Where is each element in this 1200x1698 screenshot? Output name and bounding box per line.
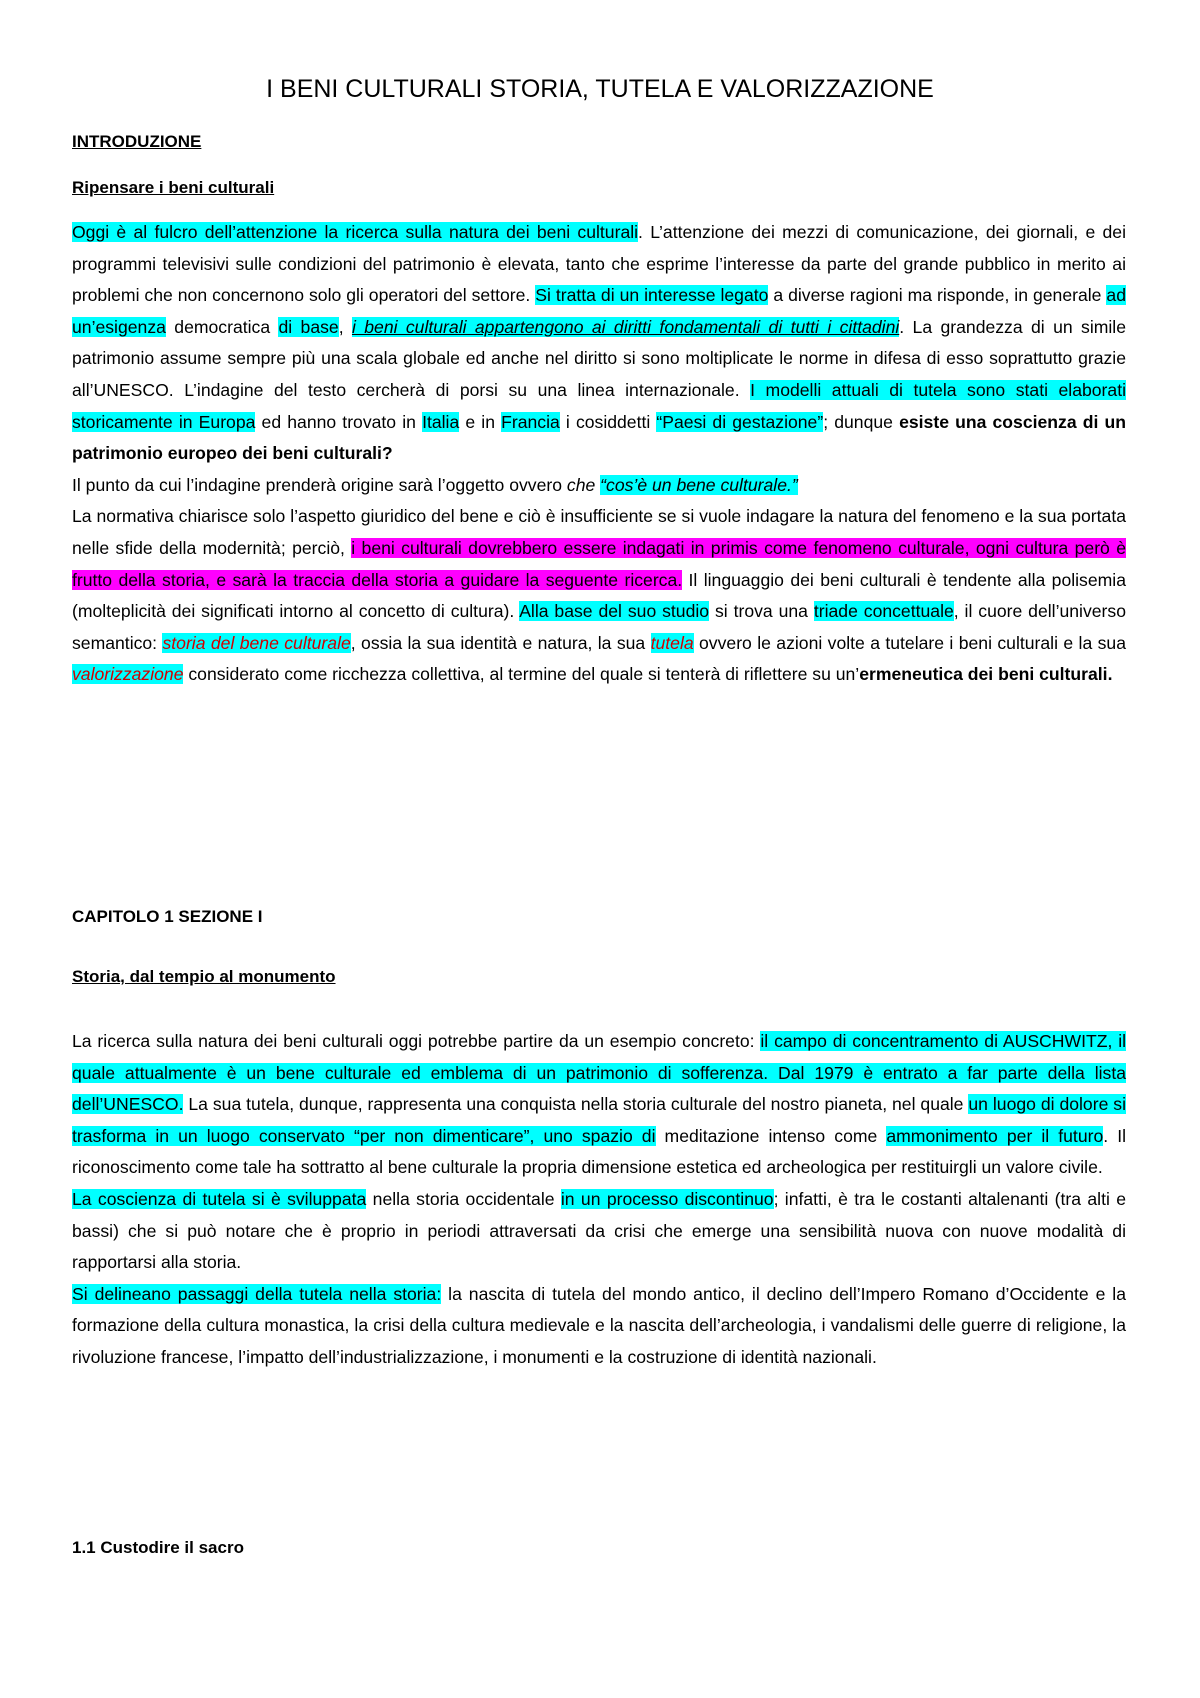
text-run: i beni culturali appartengono ai diritti fondamentali di tutti i cittadini (351, 316, 900, 337)
text-run: meditazione intenso come (655, 1125, 887, 1146)
text-run: . La grandezza di un simile patrimonio assume sempre più una scala globale ed anche nel diritto si sono moltiplicate le norme in difesa di esso soprattutto grazie all’UNESCO. L’indagine del testo cercherà di porsi su una linea internazionale. (72, 316, 1126, 400)
text-run: “cos’è un bene culturale.” (600, 474, 798, 495)
text-run: La ricerca sulla natura dei beni culturali oggi potrebbe partire da un esempio concreto: (72, 1031, 761, 1051)
text-run: in un processo discontinuo (560, 1188, 774, 1209)
text-run: un luogo di dolore si trasforma in un luogo conservato “per non dimenticare”, uno spazio di (72, 1094, 1126, 1146)
text-run: si trova una (709, 601, 814, 622)
text-run: i cosiddetti (559, 411, 657, 432)
intro-paragraph-2 (72, 470, 1126, 502)
text-run: La coscienza di tutela si è sviluppata (72, 1188, 367, 1209)
text-run: , ossia la sua identità e natura, la sua (350, 632, 651, 653)
text-run: La sua tutela, dunque, rappresenta una conquista nella storia culturale del nostro pianeta, nel quale (183, 1094, 969, 1115)
intro-text (72, 217, 1126, 691)
text-run: Alla base del suo studio (519, 601, 710, 622)
text-run: valorizzazione (72, 664, 184, 685)
text-run: considerato come ricchezza collettiva, al termine del quale si tenterà di riflettere su un’ (183, 664, 860, 685)
text-run: ; dunque (823, 411, 900, 432)
text-run: ermeneutica dei beni culturali. (859, 664, 1113, 685)
intro-heading: INTRODUZIONE (72, 132, 202, 151)
text-run: Si tratta di un interesse legato (535, 285, 769, 306)
text-run: . L’attenzione dei mezzi di comunicazione, dei giornali, e dei programmi televisivi sulle condizioni del patrimonio è elevata, tanto che esprime l’interesse da parte del grande pubblico in merito ai problemi che non concernono solo gli operatori del settore. (72, 222, 1126, 306)
chapter-paragraph-2 (72, 1184, 1126, 1279)
text-run: Oggi è al fulcro dell’attenzione la ricerca sulla natura dei beni culturali (72, 222, 639, 242)
text-run: tutela (650, 632, 694, 653)
text-run: ammonimento per il futuro (886, 1125, 1104, 1146)
intro-paragraph-1 (72, 217, 1126, 470)
text-run: ; infatti, è tra le costanti altalenanti (tra alti e bassi) che si può notare che è proprio in periodi attraversati da crisi che emerge una sensibilità nuova con nuove modalità di rapportarsi alla storia. (72, 1188, 1126, 1273)
text-run: storia del bene culturale (162, 632, 351, 653)
text-run: , (338, 316, 352, 337)
intro-subheading: Ripensare i beni culturali (72, 178, 275, 197)
chapter-paragraph-3 (72, 1279, 1126, 1374)
text-run: ovvero le azioni volte a tutelare i beni culturali e la sua (693, 632, 1126, 653)
chapter-subheading: Storia, dal tempio al monumento (72, 967, 336, 986)
chapter-heading: CAPITOLO 1 SEZIONE I (72, 907, 263, 926)
text-run: ed hanno trovato in (255, 411, 423, 432)
text-run: Il punto da cui l’indagine prenderà origine sarà l’oggetto ovvero (72, 474, 567, 495)
text-run: a diverse ragioni ma risponde, in generale (768, 285, 1107, 306)
text-run: i beni culturali dovrebbero essere indagati in primis come fenomeno culturale, ogni cultura però è frutto della storia, e sarà la traccia della storia a guidare la seguente ricerca. (72, 537, 1126, 590)
text-run: triade concettuale (813, 601, 954, 622)
chapter-paragraph-1 (72, 1026, 1126, 1184)
text-run: . Il riconoscimento come tale ha sottratto al bene culturale la propria dimensione estetica ed archeologica per restituirgli un valore civile. (72, 1125, 1126, 1178)
text-run: e in (459, 411, 502, 432)
text-run: democratica (165, 316, 279, 337)
text-run: , il cuore dell’universo semantico: (72, 601, 1126, 653)
text-run: Si delineano passaggi della tutela nella storia: (72, 1283, 442, 1304)
text-run: nella storia occidentale (366, 1188, 561, 1209)
text-run: di base (278, 316, 339, 337)
text-run: “Paesi di gestazione” (656, 411, 824, 432)
text-run: il campo di concentramento di AUSCHWITZ, il quale attualmente è un bene culturale ed emblema di un patrimonio di sofferenza. Dal 1979 è entrato a far parte della lista dell’UNESCO. (72, 1031, 1127, 1115)
text-run: che (566, 474, 596, 495)
text-run: Il linguaggio dei beni culturali è tendente alla polisemia (molteplicità dei significati intorno al concetto di cultura). (72, 569, 1126, 622)
text-run: Francia (501, 411, 560, 432)
text-run: Italia (422, 411, 460, 432)
text-run: esiste una coscienza di un patrimonio europeo dei beni culturali? (72, 411, 1127, 464)
text-run: La normativa chiarisce solo l’aspetto giuridico del bene e ciò è insufficiente se si vuole indagare la natura del fenomeno e la sua portata nelle sfide della modernità; perciò, (72, 506, 1126, 558)
section-heading: 1.1 Custodire il sacro (72, 1538, 244, 1557)
text-run: la nascita di tutela del mondo antico, il declino dell’Impero Romano d’Occidente e la formazione della cultura monastica, la crisi della cultura medievale e la nascita dell’archeologia, i vandalismi delle guerre di religione, la rivoluzione francese, l’impatto dell’industrializzazione, i monumenti e la costruzione di identità nazionali. (72, 1283, 1126, 1367)
document-title: I BENI CULTURALI STORIA, TUTELA E VALORIZZAZIONE (266, 75, 934, 103)
chapter-text (72, 1026, 1126, 1374)
text-run: I modelli attuali di tutela sono stati elaborati storicamente in Europa (72, 379, 1126, 432)
text-run: ad un’esigenza (72, 285, 1126, 337)
intro-paragraph-3 (72, 501, 1126, 691)
